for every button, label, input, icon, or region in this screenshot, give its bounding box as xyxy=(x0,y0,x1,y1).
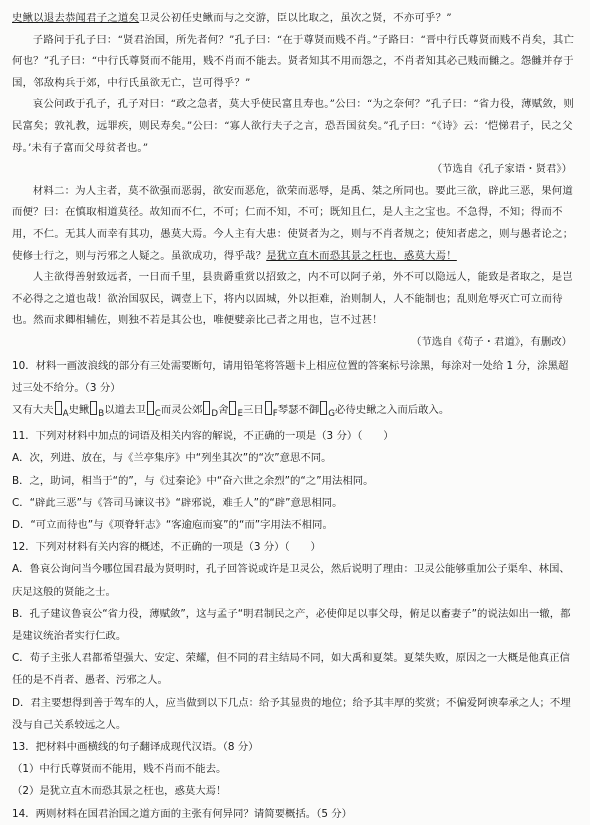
question-14-stem: 14．两则材料在国君治国之道方面的主张有何异同？请简要概括。（5 分） xyxy=(12,807,353,820)
exam-page xyxy=(12,8,578,825)
wavy-segment: 史鳅以退去恭闻君子之道矣 xyxy=(12,12,140,24)
passage1-top-line: 史鳅以退去恭闻君子之道矣卫灵公初任史鳅而与之交游，臣以比取之，虽次之贤，不亦可乎？” xyxy=(12,12,452,24)
question-13-item-1: （1）中行氏尊贤而不能用，贱不肖而不能去。 xyxy=(12,763,227,776)
passage2-para: 人主欲得善射致远者，一日而千里，县贵爵重赏以招致之，内不可以阿子弟，外不可以隐远人，能致是者取之，是岂不必得之之道也哉！欲治国驭民，调壹上下，将内以固城，外以拒难，治则制人，人不能制也；乱则危辱灭亡可立而待也。然而求卿相辅佐，则独不若是其公也，唯便嬖亲比己者之用也，岂不过甚！ xyxy=(12,271,573,327)
question-11-stem: 11．下列对材料中加点的词语及相关内容的解说，不正确的一项是（3 分）（ ） xyxy=(12,430,394,443)
question-13-stem: 13．把材料中画横线的句子翻译成现代汉语。（8 分） xyxy=(12,741,259,754)
question-11-option-a: A．次，列进、放在，与《兰亭集序》中“列坐其次”的“次”意思不同。 xyxy=(12,452,332,465)
passage1-para-aigong: 哀公问政于孔子，孔子对曰：“政之急者，莫大乎使民富且寿也。”公曰：“为之奈何？”孔子曰：“省力役，薄赋敛，则民富矣；敦礼教，远罪疾，则民寿矣。”公曰：“寡人欲行夫子之言，恐吾国贫矣。”孔子曰：“《诗》云：‘恺悌君子，民之父母。’未有子富而父母贫者也。” xyxy=(12,98,575,154)
question-13-item-2: （2）是犹立直木而恐其景之枉也，惑莫大焉！ xyxy=(12,785,227,798)
break-box-d[interactable] xyxy=(203,401,210,415)
break-box-g[interactable] xyxy=(320,401,327,415)
question-11-option-d: D．“可立而待也”与《项脊轩志》“客逾庖而宴”的“而”字用法不相同。 xyxy=(12,519,333,531)
question-12-option-d: D．君主要想得到善于驾车的人，应当做到以下几点：给予其显贵的地位；给予其丰厚的奖赏；不偏爱阿谀奉承之人；不埋没与自己关系较远之人。 xyxy=(12,696,571,731)
question-10-sentence: 又有大夫 $_A$史鳅 $_B$以道去卫 $_C$而灵公郊 $_D$舍 $_E$三日 $_F$琴瑟不御 $_G$必待史鳅之入而后敢入。 xyxy=(12,399,578,425)
break-box-f[interactable] xyxy=(265,401,272,415)
break-box-c[interactable] xyxy=(147,401,154,415)
question-11-option-c: C．“辟此三恶”与《答司马谏议书》“辟邪说，难壬人”的“辟”意思相同。 xyxy=(12,496,343,509)
question-12-option-c: C．荀子主张人君都希望强大、安定、荣耀，但不同的君主结局不同，如大禹和夏桀。夏桀失败，原因之一大概是他真正信任的是不肖者、愚者、污邪之人。 xyxy=(12,652,570,687)
question-11-option-b: B．之，助词，相当于“的”，与《过秦论》中“奋六世之余烈”的“之”用法相同。 xyxy=(12,474,374,487)
source-xunzi: （节选自《荀子・君道》，有删改） xyxy=(410,335,572,348)
underlined-sentence-2: 是犹立直木而恐其景之枉也，惑莫大焉！ xyxy=(266,249,457,262)
break-box-b[interactable] xyxy=(90,401,97,415)
passage2-intro: 材料二：为人主者，莫不欲强而恶弱，欲安而恶危，欲荣而恶辱，是禹、桀之所同也。要此三欲，辟此三恶，果何道而便？曰：在慎取相道莫径。故知而不仁，不可；仁而不知，不可；既知且仁，是人主之宝也。不急得，不知；得而不用，不仁。无其人而幸有其功，愚莫大焉。今人主有大患：使贤者为之，则与不肖者规之；使知者虑之，则与愚者论之；使修士行之，则与污邪之人疑之。虽欲成功，得乎哉？是犹立直木而恐其景之枉也，惑莫大焉！ xyxy=(12,184,574,262)
break-box-e[interactable] xyxy=(229,401,236,415)
question-10-stem: 10．材料一画波浪线的部分有三处需要断句，请用铅笔将答题卡上相应位置的答案标号涂黑，每涂对一处给 1 分，涂黑超过三处不给分。（3 分） xyxy=(12,359,569,394)
break-box-a[interactable] xyxy=(55,401,62,415)
question-12-option-b: B．孔子建议鲁哀公“省力役，薄赋敛”，这与孟子“明君制民之产，必使仰足以事父母，俯足以畜妻子”的说法如出一辙，都是建议统治者实行仁政。 xyxy=(12,607,571,643)
source-kongzi-jiayu: （节选自《孔子家语・贤君》） xyxy=(431,163,572,176)
passage1-para-zilu: 子路问于孔子曰：“贤君治国，所先者何？”孔子曰：“在于尊贤而贱不肖。”子路曰：“晋中行氏尊贤而贱不肖矣，其亡何也？”孔子曰：“中行氏尊贤而不能用，贱不肖而不能去。贤者知其不用而怨之，不肖者知其必己贱而雠之。怨雠并存于国，邻敌构兵于郊，中行氏虽欲无亡，岂可得乎？” xyxy=(12,33,575,89)
question-12-stem: 12．下列对材料有关内容的概述，不正确的一项是（3 分）（ ） xyxy=(12,541,321,554)
question-12-option-a: A．鲁哀公询问当今哪位国君最为贤明时，孔子回答说或许是卫灵公，然后说明了理由：卫灵公能够重加公子渠牟、林国、庆足这般的贤能之士。 xyxy=(12,563,570,598)
